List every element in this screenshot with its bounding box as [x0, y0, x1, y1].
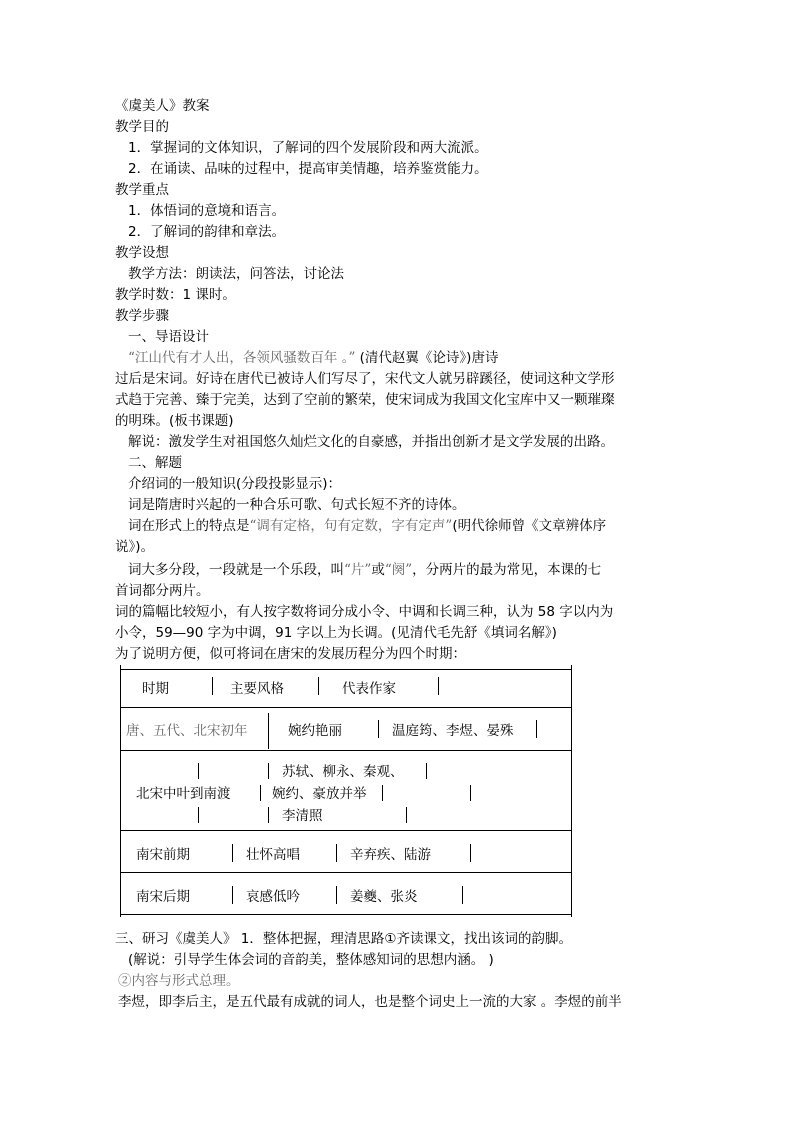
table-row-period: 南宋前期	[136, 847, 190, 863]
ci-length-line: 词的篇幅比较短小，有人按字数将词分成小令、中调和长调三种，认为 58 字以内为	[115, 604, 614, 620]
section1-heading: 一、导语设计	[128, 329, 209, 345]
ci-form-quote: “调有定格，句有定数，字有定声”	[249, 518, 453, 534]
ci-sections-end: 首词都分两片。	[115, 583, 210, 599]
pian-quote: “片”	[344, 562, 372, 578]
title: 《虞美人》教案	[115, 98, 210, 114]
section3-subheading: ②内容与形式总理。	[118, 973, 240, 989]
table-row-period: 唐、五代、北宋初年	[126, 723, 248, 739]
section2-heading: 二、解题	[128, 455, 182, 471]
teaching-methods: 教学方法：朗读法，问答法，讨论法	[128, 266, 344, 282]
steps-heading: 教学步骤	[115, 308, 169, 324]
table-header-authors: 代表作家	[342, 681, 396, 697]
poem-quote: “江山代有才人出，各领风骚数百年 。”	[128, 350, 356, 366]
table-row-authors: 姜夔、张炎	[350, 889, 418, 905]
section3-heading: 三、研习《虞美人》 1．整体把握，理清思路①齐读课文，找出该词的韵脚。	[115, 931, 572, 947]
table-row-authors: 李清照	[282, 808, 323, 824]
ci-sections-line	[128, 560, 601, 580]
period-intro: 为了说明方便，似可将词在唐宋的发展历程分为四个时期：	[115, 646, 466, 662]
table-header-style: 主要风格	[230, 681, 284, 697]
section1-paragraph: 过后是宋词。好诗在唐代已被诗人们写尽了，宋代文人就另辟蹊径，使词这种文学形	[115, 371, 615, 387]
design-heading: 教学设想	[115, 245, 169, 261]
objective-item: 2．在诵读、品味的过程中，提高审美情趣，培养鉴赏能力。	[128, 161, 488, 177]
section1-paragraph: 式趋于完善、臻于完美，达到了空前的繁荣，使宋词成为我国文化宝库中又一颗璀璨	[115, 392, 615, 408]
objectives-heading: 教学目的	[115, 119, 169, 135]
ci-form-source-end: 说》)。	[115, 539, 155, 555]
table-header-period: 时期	[142, 681, 169, 697]
table-row-authors: 温庭筠、李煜、晏殊	[392, 723, 514, 739]
table-row-period: 北宋中叶到南渡	[136, 786, 231, 802]
period-table	[120, 665, 572, 917]
table-row-style: 壮怀高唱	[246, 847, 300, 863]
table-row-style: 婉约、豪放并举	[272, 786, 367, 802]
ci-length-line: 小令，59—90 字为中调，91 字以上为长调。(见清代毛先舒《填词名解》)	[115, 625, 557, 641]
table-row-style: 哀感低吟	[246, 889, 300, 905]
section2-intro: 介绍词的一般知识(分段投影显示)：	[128, 476, 342, 492]
ci-definition: 词是隋唐时兴起的一种合乐可歌、句式长短不齐的诗体。	[128, 497, 466, 513]
key-points-heading: 教学重点	[115, 182, 169, 198]
ci-form-text: 词在形式上的特点是	[128, 518, 250, 534]
section1-paragraph: 的明珠。(板书课题)	[115, 413, 234, 429]
ci-sections-or: 或	[371, 562, 385, 578]
key-point-item: 2．了解词的韵律和章法。	[128, 224, 286, 240]
table-row-authors: 苏轼、柳永、秦观、	[282, 764, 404, 780]
ci-form-line	[128, 516, 606, 536]
table-row-authors: 辛弃疾、陆游	[350, 847, 431, 863]
section1-quote-line	[128, 348, 498, 368]
section3-paragraph: 李煜，即李后主，是五代最有成就的词人，也是整个词史上一流的大家 。李煜的前半	[118, 994, 622, 1010]
section3-explanation: (解说：引导学生体会词的音韵美，整体感知词的思想内涵。 )	[128, 952, 494, 968]
table-row-style: 婉约艳丽	[288, 723, 342, 739]
ci-sections-text: 词大多分段，一段就是一个乐段，叫	[128, 562, 344, 578]
ci-sections-tail: ，分两片的最为常见，本课的七	[412, 562, 602, 578]
teaching-hours: 教学时数：1 课时。	[115, 287, 236, 303]
objective-item: 1．掌握词的文体知识，了解词的四个发展阶段和两大流派。	[128, 140, 488, 156]
key-point-item: 1．体悟词的意境和语言。	[128, 203, 286, 219]
que-quote: “阕”	[384, 562, 413, 578]
quote-source: (清代赵翼《论诗》)唐诗	[359, 350, 499, 366]
ci-form-source: (明代徐师曾《文章辨体序	[452, 518, 607, 534]
section1-explanation: 解说：激发学生对祖国悠久灿烂文化的自豪感，并指出创新才是文学发展的出路。	[128, 434, 614, 450]
table-row-period: 南宋后期	[136, 889, 190, 905]
